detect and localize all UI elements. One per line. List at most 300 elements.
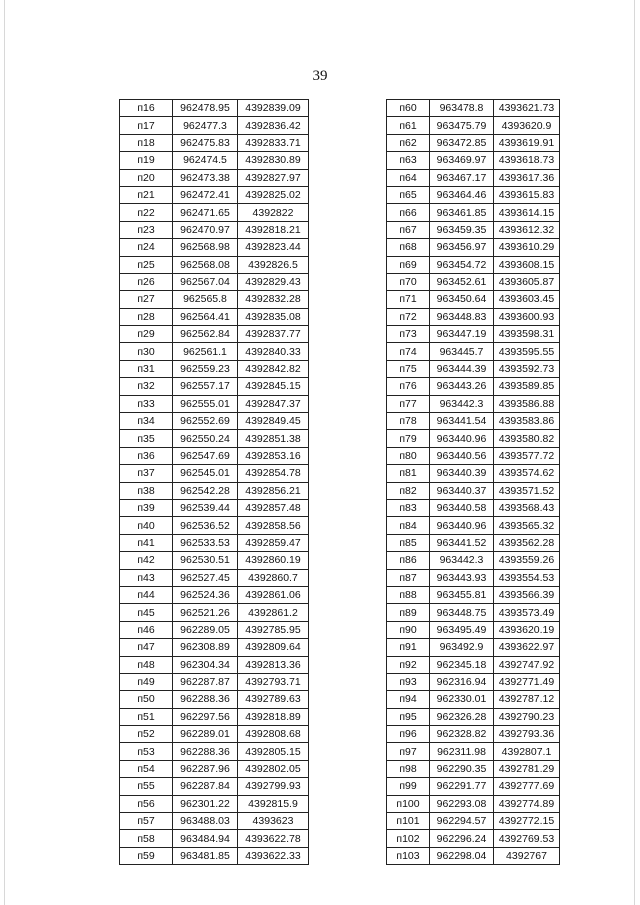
table-row xyxy=(387,673,560,690)
table-row xyxy=(120,326,309,343)
y-coordinate-cell: 4392793.71 xyxy=(238,673,309,690)
table-row xyxy=(387,778,560,795)
table-row xyxy=(120,447,309,464)
point-id-cell: п89 xyxy=(387,604,430,621)
table-row xyxy=(120,499,309,516)
y-coordinate-cell: 4392818.89 xyxy=(238,708,309,725)
x-coordinate-cell: 962562.84 xyxy=(173,326,238,343)
table-row xyxy=(120,378,309,395)
x-coordinate-cell: 963481.85 xyxy=(173,847,238,864)
x-coordinate-cell: 962328.82 xyxy=(430,726,494,743)
table-row xyxy=(387,586,560,603)
y-coordinate-cell: 4393622.97 xyxy=(494,639,560,656)
x-coordinate-cell: 962311.98 xyxy=(430,743,494,760)
table-row xyxy=(120,830,309,847)
y-coordinate-cell: 4392813.36 xyxy=(238,656,309,673)
table-row xyxy=(387,465,560,482)
table-row xyxy=(120,708,309,725)
x-coordinate-cell: 962524.36 xyxy=(173,586,238,603)
y-coordinate-cell: 4393622.33 xyxy=(238,847,309,864)
x-coordinate-cell: 962530.51 xyxy=(173,552,238,569)
table-row xyxy=(120,760,309,777)
x-coordinate-cell: 963442.3 xyxy=(430,552,494,569)
y-coordinate-cell: 4393586.88 xyxy=(494,395,560,412)
y-coordinate-cell: 4393614.15 xyxy=(494,204,560,221)
table-row xyxy=(120,308,309,325)
x-coordinate-cell: 963475.79 xyxy=(430,117,494,134)
y-coordinate-cell: 4392785.95 xyxy=(238,621,309,638)
x-coordinate-cell: 963440.37 xyxy=(430,482,494,499)
y-coordinate-cell: 4392859.47 xyxy=(238,534,309,551)
point-id-cell: п75 xyxy=(387,360,430,377)
point-id-cell: п81 xyxy=(387,465,430,482)
x-coordinate-cell: 962568.98 xyxy=(173,239,238,256)
x-coordinate-cell: 962521.26 xyxy=(173,604,238,621)
y-coordinate-cell: 4392818.21 xyxy=(238,221,309,238)
point-id-cell: п92 xyxy=(387,656,430,673)
x-coordinate-cell: 962547.69 xyxy=(173,447,238,464)
y-coordinate-cell: 4392842.82 xyxy=(238,360,309,377)
table-row xyxy=(387,152,560,169)
y-coordinate-cell: 4392769.53 xyxy=(494,830,560,847)
point-id-cell: п77 xyxy=(387,395,430,412)
table-row xyxy=(120,465,309,482)
table-row xyxy=(387,134,560,151)
point-id-cell: п70 xyxy=(387,273,430,290)
y-coordinate-cell: 4392857.48 xyxy=(238,499,309,516)
y-coordinate-cell: 4393608.15 xyxy=(494,256,560,273)
y-coordinate-cell: 4392860.19 xyxy=(238,552,309,569)
x-coordinate-cell: 963455.81 xyxy=(430,586,494,603)
point-id-cell: п63 xyxy=(387,152,430,169)
table-row xyxy=(387,308,560,325)
table-row xyxy=(120,656,309,673)
point-id-cell: п85 xyxy=(387,534,430,551)
x-coordinate-cell: 963454.72 xyxy=(430,256,494,273)
point-id-cell: п59 xyxy=(120,847,173,864)
table-row xyxy=(120,413,309,430)
y-coordinate-cell: 4393598.31 xyxy=(494,326,560,343)
y-coordinate-cell: 4392809.64 xyxy=(238,639,309,656)
y-coordinate-cell: 4393621.73 xyxy=(494,100,560,117)
table-row xyxy=(120,586,309,603)
table-row xyxy=(120,743,309,760)
x-coordinate-cell: 962568.08 xyxy=(173,256,238,273)
y-coordinate-cell: 4393617.36 xyxy=(494,169,560,186)
point-id-cell: п65 xyxy=(387,186,430,203)
y-coordinate-cell: 4392787.12 xyxy=(494,691,560,708)
table-row xyxy=(387,413,560,430)
table-row xyxy=(120,100,309,117)
x-coordinate-cell: 962539.44 xyxy=(173,499,238,516)
y-coordinate-cell: 4392777.69 xyxy=(494,778,560,795)
point-id-cell: п68 xyxy=(387,239,430,256)
y-coordinate-cell: 4393565.32 xyxy=(494,517,560,534)
table-row xyxy=(120,552,309,569)
y-coordinate-cell: 4393615.83 xyxy=(494,186,560,203)
table-row xyxy=(120,395,309,412)
x-coordinate-cell: 962289.05 xyxy=(173,621,238,638)
point-id-cell: п54 xyxy=(120,760,173,777)
x-coordinate-cell: 962565.8 xyxy=(173,291,238,308)
coordinates-table-right xyxy=(386,99,560,865)
point-id-cell: п51 xyxy=(120,708,173,725)
y-coordinate-cell: 4393600.93 xyxy=(494,308,560,325)
table-row xyxy=(387,743,560,760)
x-coordinate-cell: 962536.52 xyxy=(173,517,238,534)
x-coordinate-cell: 963440.96 xyxy=(430,430,494,447)
x-coordinate-cell: 962470.97 xyxy=(173,221,238,238)
point-id-cell: п90 xyxy=(387,621,430,638)
point-id-cell: п28 xyxy=(120,308,173,325)
point-id-cell: п37 xyxy=(120,465,173,482)
x-coordinate-cell: 962326.28 xyxy=(430,708,494,725)
point-id-cell: п76 xyxy=(387,378,430,395)
x-coordinate-cell: 962477.3 xyxy=(173,117,238,134)
y-coordinate-cell: 4393566.39 xyxy=(494,586,560,603)
x-coordinate-cell: 962287.84 xyxy=(173,778,238,795)
point-id-cell: п80 xyxy=(387,447,430,464)
point-id-cell: п18 xyxy=(120,134,173,151)
table-row xyxy=(120,204,309,221)
x-coordinate-cell: 962552.69 xyxy=(173,413,238,430)
x-coordinate-cell: 962287.96 xyxy=(173,760,238,777)
table-row xyxy=(387,552,560,569)
y-coordinate-cell: 4393605.87 xyxy=(494,273,560,290)
table-row xyxy=(387,691,560,708)
table-row xyxy=(387,621,560,638)
y-coordinate-cell: 4393595.55 xyxy=(494,343,560,360)
table-row xyxy=(387,186,560,203)
y-coordinate-cell: 4393580.82 xyxy=(494,430,560,447)
y-coordinate-cell: 4393618.73 xyxy=(494,152,560,169)
y-coordinate-cell: 4392840.33 xyxy=(238,343,309,360)
table-row xyxy=(120,169,309,186)
x-coordinate-cell: 963443.26 xyxy=(430,378,494,395)
point-id-cell: п82 xyxy=(387,482,430,499)
point-id-cell: п93 xyxy=(387,673,430,690)
table-row xyxy=(387,517,560,534)
y-coordinate-cell: 4392789.63 xyxy=(238,691,309,708)
point-id-cell: п19 xyxy=(120,152,173,169)
y-coordinate-cell: 4393573.49 xyxy=(494,604,560,621)
table-row xyxy=(387,569,560,586)
y-coordinate-cell: 4392849.45 xyxy=(238,413,309,430)
x-coordinate-cell: 962561.1 xyxy=(173,343,238,360)
table-row xyxy=(120,813,309,830)
point-id-cell: п58 xyxy=(120,830,173,847)
table-row xyxy=(387,100,560,117)
y-coordinate-cell: 4392823.44 xyxy=(238,239,309,256)
x-coordinate-cell: 963450.64 xyxy=(430,291,494,308)
y-coordinate-cell: 4393574.62 xyxy=(494,465,560,482)
point-id-cell: п32 xyxy=(120,378,173,395)
x-coordinate-cell: 963472.85 xyxy=(430,134,494,151)
table-row xyxy=(120,847,309,864)
x-coordinate-cell: 963440.39 xyxy=(430,465,494,482)
x-coordinate-cell: 962293.08 xyxy=(430,795,494,812)
y-coordinate-cell: 4393623 xyxy=(238,813,309,830)
table-row xyxy=(120,534,309,551)
table-row xyxy=(120,726,309,743)
x-coordinate-cell: 962559.23 xyxy=(173,360,238,377)
x-coordinate-cell: 962288.36 xyxy=(173,691,238,708)
x-coordinate-cell: 962288.36 xyxy=(173,743,238,760)
x-coordinate-cell: 962298.04 xyxy=(430,847,494,864)
point-id-cell: п53 xyxy=(120,743,173,760)
x-coordinate-cell: 962471.65 xyxy=(173,204,238,221)
table-row xyxy=(387,204,560,221)
point-id-cell: п67 xyxy=(387,221,430,238)
x-coordinate-cell: 962557.17 xyxy=(173,378,238,395)
point-id-cell: п16 xyxy=(120,100,173,117)
point-id-cell: п94 xyxy=(387,691,430,708)
table-row xyxy=(387,726,560,743)
x-coordinate-cell: 962472.41 xyxy=(173,186,238,203)
y-coordinate-cell: 4392771.49 xyxy=(494,673,560,690)
table-row xyxy=(387,395,560,412)
table-row xyxy=(120,117,309,134)
table-row xyxy=(387,326,560,343)
y-coordinate-cell: 4392825.02 xyxy=(238,186,309,203)
table-row xyxy=(120,639,309,656)
y-coordinate-cell: 4392827.97 xyxy=(238,169,309,186)
x-coordinate-cell: 962542.28 xyxy=(173,482,238,499)
point-id-cell: п83 xyxy=(387,499,430,516)
y-coordinate-cell: 4392808.68 xyxy=(238,726,309,743)
table-row xyxy=(120,239,309,256)
y-coordinate-cell: 4393603.45 xyxy=(494,291,560,308)
table-row xyxy=(120,273,309,290)
point-id-cell: п35 xyxy=(120,430,173,447)
point-id-cell: п87 xyxy=(387,569,430,586)
y-coordinate-cell: 4392847.37 xyxy=(238,395,309,412)
x-coordinate-cell: 963488.03 xyxy=(173,813,238,830)
point-id-cell: п98 xyxy=(387,760,430,777)
x-coordinate-cell: 962545.01 xyxy=(173,465,238,482)
point-id-cell: п40 xyxy=(120,517,173,534)
point-id-cell: п79 xyxy=(387,430,430,447)
point-id-cell: п34 xyxy=(120,413,173,430)
y-coordinate-cell: 4392793.36 xyxy=(494,726,560,743)
point-id-cell: п30 xyxy=(120,343,173,360)
table-row xyxy=(120,360,309,377)
table-row xyxy=(387,221,560,238)
y-coordinate-cell: 4393592.73 xyxy=(494,360,560,377)
x-coordinate-cell: 963478.8 xyxy=(430,100,494,117)
x-coordinate-cell: 962290.35 xyxy=(430,760,494,777)
y-coordinate-cell: 4392832.28 xyxy=(238,291,309,308)
point-id-cell: п64 xyxy=(387,169,430,186)
table-row xyxy=(387,273,560,290)
point-id-cell: п86 xyxy=(387,552,430,569)
point-id-cell: п46 xyxy=(120,621,173,638)
y-coordinate-cell: 4392790.23 xyxy=(494,708,560,725)
x-coordinate-cell: 963464.46 xyxy=(430,186,494,203)
point-id-cell: п62 xyxy=(387,134,430,151)
x-coordinate-cell: 962564.41 xyxy=(173,308,238,325)
point-id-cell: п42 xyxy=(120,552,173,569)
y-coordinate-cell: 4393583.86 xyxy=(494,413,560,430)
x-coordinate-cell: 963459.35 xyxy=(430,221,494,238)
scan-edge-left xyxy=(4,0,5,905)
y-coordinate-cell: 4392805.15 xyxy=(238,743,309,760)
point-id-cell: п29 xyxy=(120,326,173,343)
point-id-cell: п72 xyxy=(387,308,430,325)
y-coordinate-cell: 4392845.15 xyxy=(238,378,309,395)
x-coordinate-cell: 962316.94 xyxy=(430,673,494,690)
page-number: 39 xyxy=(312,68,328,84)
x-coordinate-cell: 963461.85 xyxy=(430,204,494,221)
y-coordinate-cell: 4393554.53 xyxy=(494,569,560,586)
y-coordinate-cell: 4392839.09 xyxy=(238,100,309,117)
table-row xyxy=(387,795,560,812)
y-coordinate-cell: 4393622.78 xyxy=(238,830,309,847)
y-coordinate-cell: 4392835.08 xyxy=(238,308,309,325)
y-coordinate-cell: 4392767 xyxy=(494,847,560,864)
x-coordinate-cell: 962291.77 xyxy=(430,778,494,795)
y-coordinate-cell: 4392861.06 xyxy=(238,586,309,603)
x-coordinate-cell: 963467.17 xyxy=(430,169,494,186)
x-coordinate-cell: 963452.61 xyxy=(430,273,494,290)
point-id-cell: п45 xyxy=(120,604,173,621)
table-row xyxy=(387,117,560,134)
y-coordinate-cell: 4392781.29 xyxy=(494,760,560,777)
point-id-cell: п26 xyxy=(120,273,173,290)
table-row xyxy=(120,569,309,586)
point-id-cell: п48 xyxy=(120,656,173,673)
table-row xyxy=(387,639,560,656)
y-coordinate-cell: 4393562.28 xyxy=(494,534,560,551)
y-coordinate-cell: 4393619.91 xyxy=(494,134,560,151)
table-row xyxy=(387,447,560,464)
x-coordinate-cell: 963440.96 xyxy=(430,517,494,534)
point-id-cell: п33 xyxy=(120,395,173,412)
table-row xyxy=(120,778,309,795)
point-id-cell: п97 xyxy=(387,743,430,760)
point-id-cell: п91 xyxy=(387,639,430,656)
point-id-cell: п66 xyxy=(387,204,430,221)
point-id-cell: п47 xyxy=(120,639,173,656)
x-coordinate-cell: 962527.45 xyxy=(173,569,238,586)
point-id-cell: п57 xyxy=(120,813,173,830)
y-coordinate-cell: 4392854.78 xyxy=(238,465,309,482)
point-id-cell: п95 xyxy=(387,708,430,725)
y-coordinate-cell: 4392829.43 xyxy=(238,273,309,290)
y-coordinate-cell: 4392802.05 xyxy=(238,760,309,777)
point-id-cell: п78 xyxy=(387,413,430,430)
point-id-cell: п52 xyxy=(120,726,173,743)
point-id-cell: п88 xyxy=(387,586,430,603)
y-coordinate-cell: 4392822 xyxy=(238,204,309,221)
table-row xyxy=(387,604,560,621)
table-row xyxy=(120,482,309,499)
point-id-cell: п55 xyxy=(120,778,173,795)
y-coordinate-cell: 4392860.7 xyxy=(238,569,309,586)
point-id-cell: п22 xyxy=(120,204,173,221)
point-id-cell: п71 xyxy=(387,291,430,308)
x-coordinate-cell: 963456.97 xyxy=(430,239,494,256)
x-coordinate-cell: 962294.57 xyxy=(430,813,494,830)
y-coordinate-cell: 4392772.15 xyxy=(494,813,560,830)
y-coordinate-cell: 4392774.89 xyxy=(494,795,560,812)
x-coordinate-cell: 963495.49 xyxy=(430,621,494,638)
point-id-cell: п100 xyxy=(387,795,430,812)
y-coordinate-cell: 4393571.52 xyxy=(494,482,560,499)
coordinates-table-left xyxy=(119,99,309,865)
point-id-cell: п49 xyxy=(120,673,173,690)
point-id-cell: п27 xyxy=(120,291,173,308)
x-coordinate-cell: 962533.53 xyxy=(173,534,238,551)
table-row xyxy=(387,847,560,864)
table-row xyxy=(120,256,309,273)
point-id-cell: п24 xyxy=(120,239,173,256)
table-row xyxy=(120,343,309,360)
point-id-cell: п102 xyxy=(387,830,430,847)
x-coordinate-cell: 963440.58 xyxy=(430,499,494,516)
x-coordinate-cell: 962289.01 xyxy=(173,726,238,743)
x-coordinate-cell: 962474.5 xyxy=(173,152,238,169)
y-coordinate-cell: 4392807.1 xyxy=(494,743,560,760)
x-coordinate-cell: 962304.34 xyxy=(173,656,238,673)
y-coordinate-cell: 4392747.92 xyxy=(494,656,560,673)
point-id-cell: п31 xyxy=(120,360,173,377)
y-coordinate-cell: 4392861.2 xyxy=(238,604,309,621)
table-row xyxy=(387,813,560,830)
table-row xyxy=(120,517,309,534)
point-id-cell: п44 xyxy=(120,586,173,603)
y-coordinate-cell: 4392830.89 xyxy=(238,152,309,169)
y-coordinate-cell: 4392836.42 xyxy=(238,117,309,134)
x-coordinate-cell: 962301.22 xyxy=(173,795,238,812)
table-row xyxy=(387,499,560,516)
table-row xyxy=(387,708,560,725)
x-coordinate-cell: 962308.89 xyxy=(173,639,238,656)
y-coordinate-cell: 4393620.9 xyxy=(494,117,560,134)
table-row xyxy=(387,430,560,447)
table-row xyxy=(387,534,560,551)
point-id-cell: п36 xyxy=(120,447,173,464)
point-id-cell: п74 xyxy=(387,343,430,360)
x-coordinate-cell: 962296.24 xyxy=(430,830,494,847)
x-coordinate-cell: 962567.04 xyxy=(173,273,238,290)
point-id-cell: п38 xyxy=(120,482,173,499)
table-row xyxy=(120,152,309,169)
x-coordinate-cell: 962555.01 xyxy=(173,395,238,412)
table-row xyxy=(120,134,309,151)
table-row xyxy=(120,621,309,638)
y-coordinate-cell: 4392815.9 xyxy=(238,795,309,812)
x-coordinate-cell: 963441.52 xyxy=(430,534,494,551)
point-id-cell: п21 xyxy=(120,186,173,203)
point-id-cell: п99 xyxy=(387,778,430,795)
table-row xyxy=(120,291,309,308)
x-coordinate-cell: 963442.3 xyxy=(430,395,494,412)
table-row xyxy=(387,830,560,847)
point-id-cell: п39 xyxy=(120,499,173,516)
point-id-cell: п69 xyxy=(387,256,430,273)
table-row xyxy=(387,291,560,308)
x-coordinate-cell: 962473.38 xyxy=(173,169,238,186)
table-row xyxy=(120,430,309,447)
table-row xyxy=(120,795,309,812)
x-coordinate-cell: 963448.75 xyxy=(430,604,494,621)
table-row xyxy=(387,656,560,673)
point-id-cell: п20 xyxy=(120,169,173,186)
y-coordinate-cell: 4393612.32 xyxy=(494,221,560,238)
y-coordinate-cell: 4393589.85 xyxy=(494,378,560,395)
y-coordinate-cell: 4392856.21 xyxy=(238,482,309,499)
